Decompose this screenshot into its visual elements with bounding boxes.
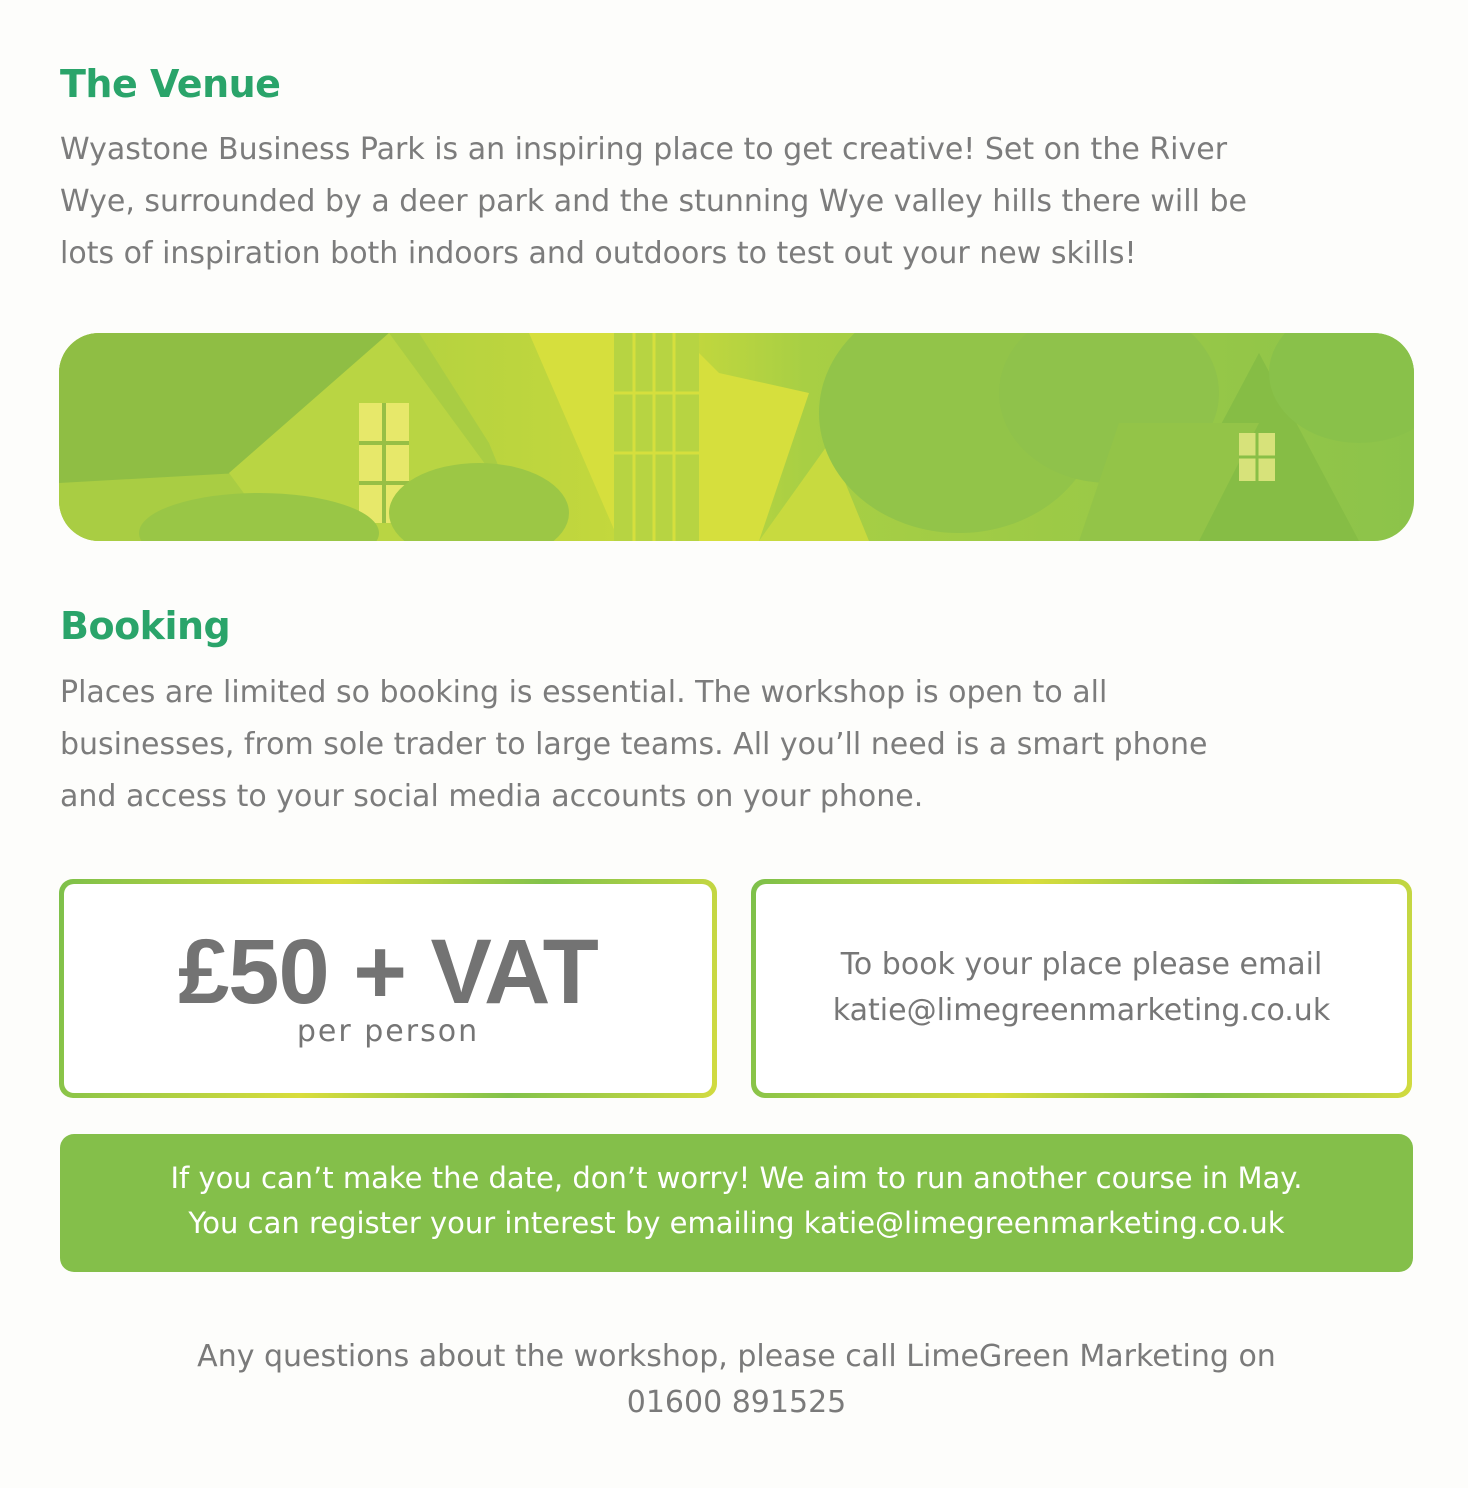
- booking-email-instruction: To book your place please email: [840, 947, 1323, 982]
- price-box: [59, 879, 717, 1098]
- booking-line: Places are limited so booking is essential. The workshop is open to all: [60, 675, 1108, 710]
- booking-line: and access to your social media accounts on your phone.: [60, 779, 924, 814]
- booking-line: businesses, from sole trader to large teams. All you’ll need is a smart phone: [60, 727, 1208, 762]
- footer-phone[interactable]: 01600 891525: [626, 1385, 847, 1420]
- footer-text: Any questions about the workshop, please call LimeGreen Marketing on: [197, 1339, 1276, 1374]
- price-amount: £50 + VAT: [178, 921, 598, 1023]
- venue-line: Wyastone Business Park is an inspiring place to get creative! Set on the River: [60, 132, 1228, 167]
- venue-photo: [59, 333, 1414, 541]
- booking-heading: Booking: [60, 604, 231, 648]
- notice-line-email[interactable]: You can register your interest by emailing katie@limegreenmarketing.co.uk: [188, 1206, 1285, 1240]
- contact-footer: [60, 1334, 1413, 1426]
- booking-description: [60, 667, 1420, 823]
- venue-line: lots of inspiration both indoors and outdoors to test out your new skills!: [60, 236, 1137, 271]
- notice-line: If you can’t make the date, don’t worry! We aim to run another course in May.: [170, 1161, 1303, 1195]
- venue-heading: The Venue: [60, 62, 281, 106]
- alternate-date-notice: [60, 1134, 1413, 1272]
- booking-email-text: [756, 942, 1407, 1034]
- venue-line: Wye, surrounded by a deer park and the stunning Wye valley hills there will be: [60, 184, 1247, 219]
- booking-email-address[interactable]: katie@limegreenmarketing.co.uk: [832, 993, 1331, 1028]
- booking-email-box: [751, 879, 1412, 1098]
- price-unit: per person: [296, 1014, 480, 1049]
- venue-description: [60, 124, 1420, 280]
